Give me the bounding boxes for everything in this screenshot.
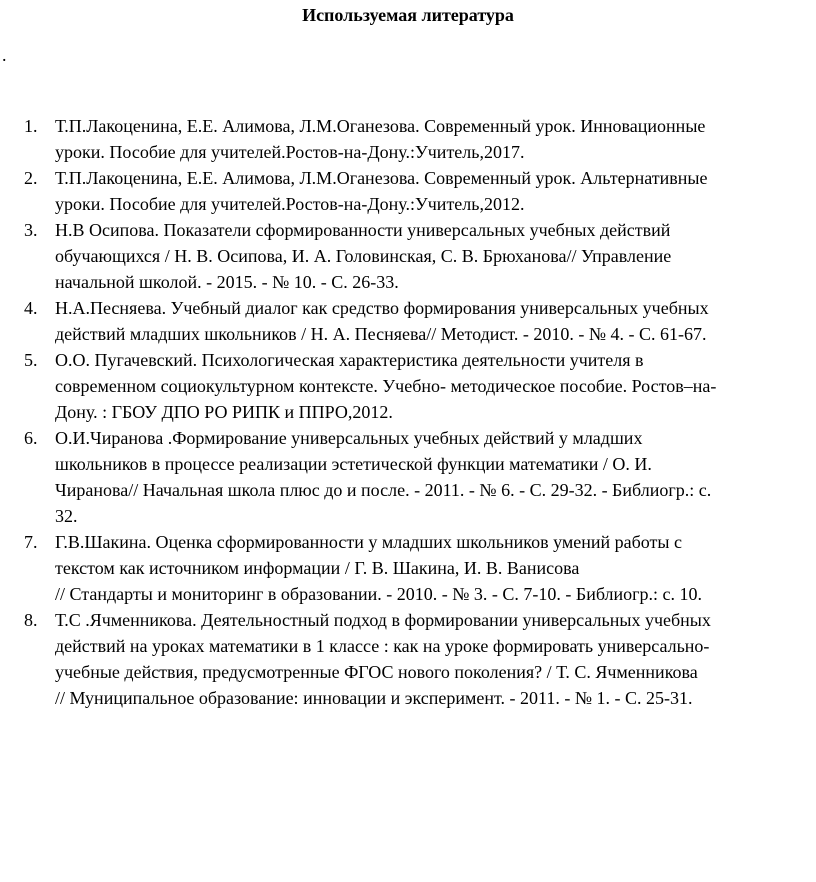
reference-item-8 [0, 607, 812, 711]
reference-text: Т.С .Ячменникова. Деятельностный подход в формировании универсальных учебных действий на уроках математики в 1 классе : как на уроке формировать универсально- учебные действия, предусмотренные ФГОС нового поколения? / Т. С. Ячменникова // Муниципальное образование: инновации и эксперимент. - 2011. - № 1. - С. 25-31. [55, 610, 711, 708]
reference-number: 4. [24, 298, 38, 318]
reference-text: Н.А.Песняева. Учебный диалог как средство формирования универсальных учебных действий младших школьников / Н. А. Песняева// Методист. - 2010. - № 4. - С. 61-67. [55, 298, 709, 344]
reference-item-5 [0, 347, 812, 425]
reference-list [0, 113, 812, 711]
reference-text: О.О. Пугачевский. Психологическая характеристика деятельности учителя в современном социокультурном контексте. Учебно- методическое пособие. Ростов–на- Дону. : ГБОУ ДПО РО РИПК и ППРО,2012. [55, 350, 717, 422]
reference-item-3 [0, 217, 812, 295]
reference-number: 7. [24, 532, 38, 552]
reference-text: Т.П.Лакоценина, Е.Е. Алимова, Л.М.Оганезова. Современный урок. Альтернативные уроки. Пособие для учителей.Ростов-на-Дону.:Учитель,2012. [55, 168, 708, 214]
reference-number: 1. [24, 116, 38, 136]
reference-text: Н.В Осипова. Показатели сформированности универсальных учебных действий обучающихся / Н. В. Осипова, И. А. Головинская, С. В. Брюханова// Управление начальной школой. - 2015. - № 10. - С. 26-33. [55, 220, 672, 292]
reference-number: 3. [24, 220, 38, 240]
reference-number: 2. [24, 168, 38, 188]
reference-text: О.И.Чиранова .Формирование универсальных учебных действий у младших школьников в процессе реализации эстетической функции математики / О. И. Чиранова// Начальная школа плюс до и после. - 2011. - № 6. - С. 29-32. - Библиогр.: с. 32. [55, 428, 712, 526]
reference-item-6 [0, 425, 812, 529]
reference-item-4 [0, 295, 812, 347]
reference-item-1 [0, 113, 812, 165]
reference-number: 6. [24, 428, 38, 448]
reference-number: 8. [24, 610, 38, 630]
reference-text: Г.В.Шакина. Оценка сформированности у младших школьников умений работы с текстом как источником информации / Г. В. Шакина, И. В. Ванисова // Стандарты и мониторинг в образовании. - 2010. - № 3. - С. 7-10. - Библиогр.: с. 10. [55, 532, 703, 604]
reference-number: 5. [24, 350, 38, 370]
reference-item-7 [0, 529, 812, 607]
page-title: Используемая литература [302, 5, 514, 25]
stray-mark: . [2, 45, 7, 65]
reference-text: Т.П.Лакоценина, Е.Е. Алимова, Л.М.Оганезова. Современный урок. Инновационные уроки. Пособие для учителей.Ростов-на-Дону.:Учитель,2017. [55, 116, 706, 162]
reference-item-2 [0, 165, 812, 217]
